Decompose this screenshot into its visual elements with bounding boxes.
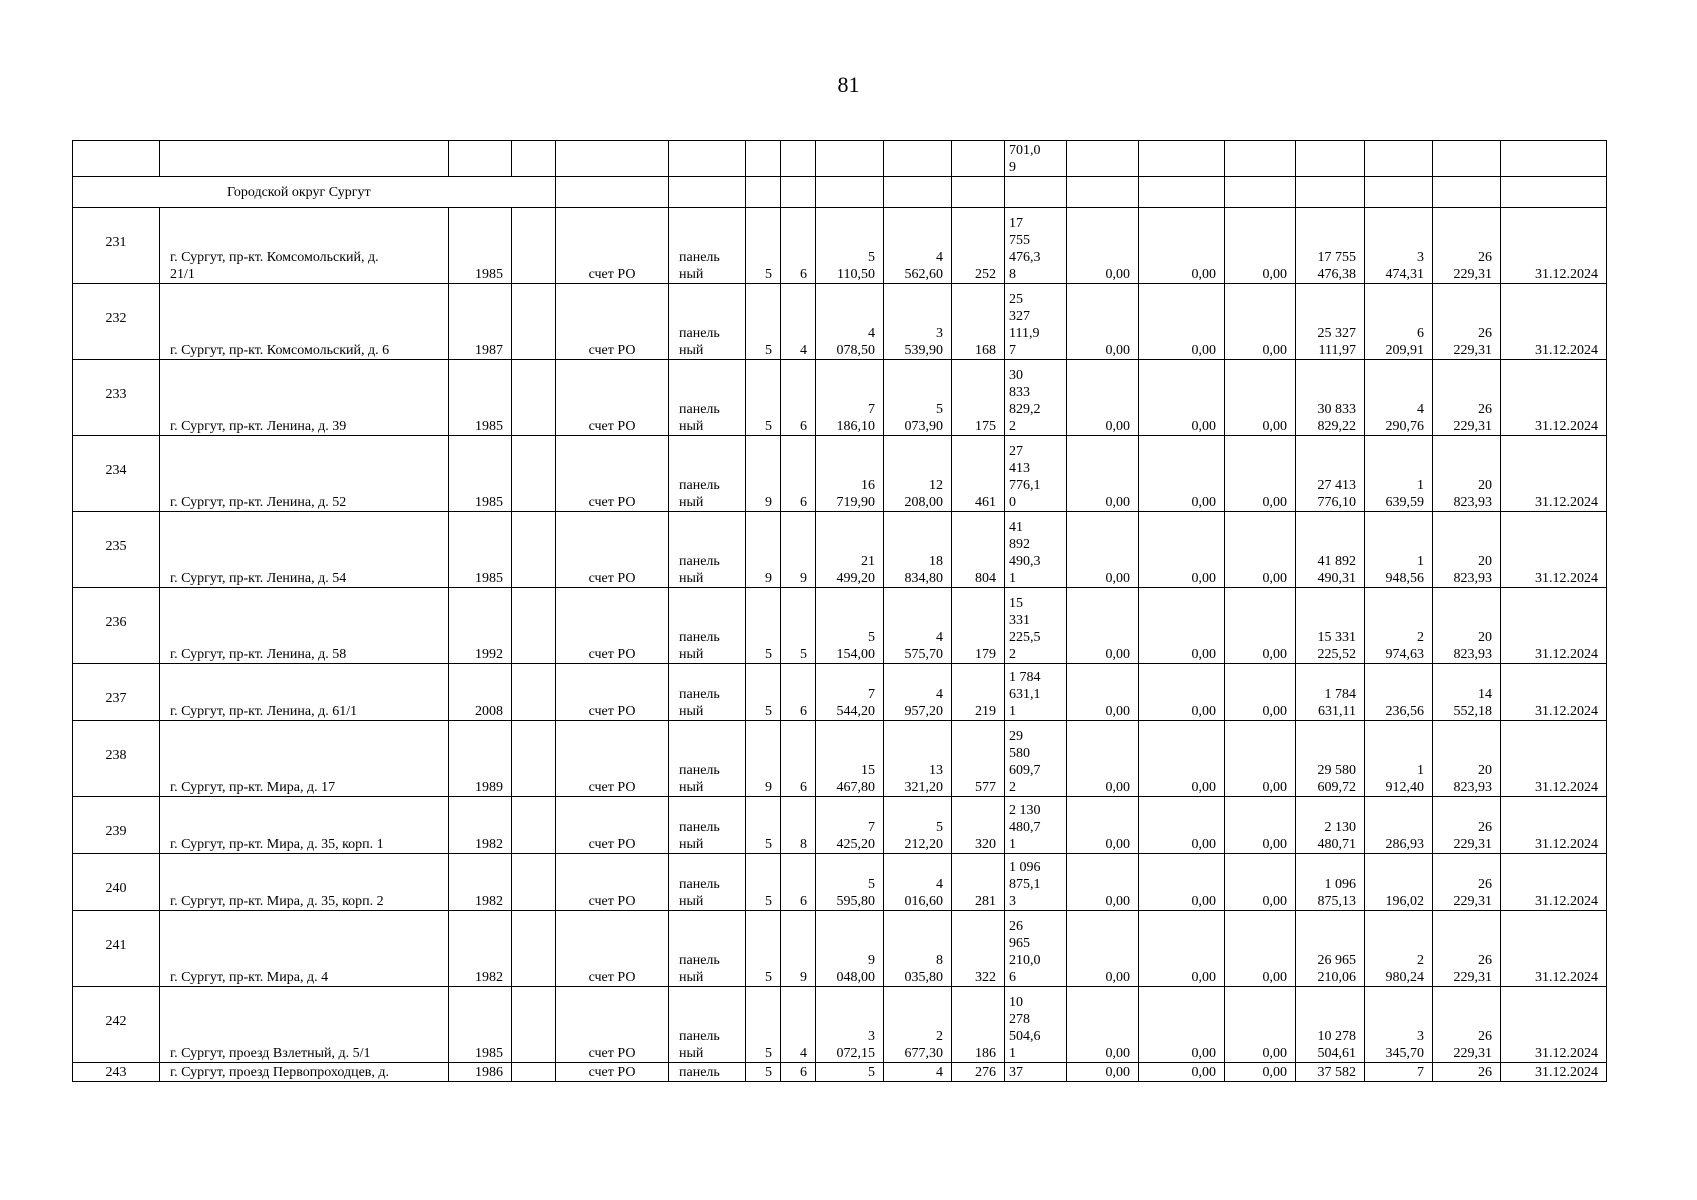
wall-material: панель ный (669, 512, 746, 588)
fund-federal: 0,00 (1067, 436, 1139, 512)
entrances: 6 (781, 360, 816, 436)
cost-per-m2: 196,02 (1365, 854, 1433, 911)
entrances: 6 (781, 436, 816, 512)
residents: 281 (952, 854, 1005, 911)
cost-total: 26 965 210,0 6 (1005, 911, 1067, 987)
fund-federal: 0,00 (1067, 588, 1139, 664)
fund-local: 0,00 (1225, 588, 1296, 664)
fund-local: 0,00 (1225, 797, 1296, 854)
area-living: 13 321,20 (884, 721, 952, 797)
fund-local: 0,00 (1225, 721, 1296, 797)
deadline: 31.12.2024 (1501, 797, 1607, 854)
cost-limit: 20 823,93 (1433, 436, 1501, 512)
area-living: 18 834,80 (884, 512, 952, 588)
deadline: 31.12.2024 (1501, 664, 1607, 721)
fund-regional: 0,00 (1139, 797, 1225, 854)
table-row (73, 911, 1607, 987)
address: г. Сургут, проезд Взлетный, д. 5/1 (160, 987, 449, 1063)
fund-local: 0,00 (1225, 854, 1296, 911)
area-total: 5 (816, 1063, 884, 1082)
row-number: 239 (73, 797, 160, 854)
fund-regional: 0,00 (1139, 588, 1225, 664)
row-number: 240 (73, 854, 160, 911)
empty-cell (512, 911, 556, 987)
address: г. Сургут, пр-кт. Ленина, д. 39 (160, 360, 449, 436)
row-number: 242 (73, 987, 160, 1063)
cost-limit: 14 552,18 (1433, 664, 1501, 721)
address: г. Сургут, пр-кт. Мира, д. 35, корп. 1 (160, 797, 449, 854)
build-year: 1985 (449, 436, 512, 512)
cost-limit: 20 823,93 (1433, 512, 1501, 588)
wall-material: панель ный (669, 797, 746, 854)
fund-federal: 0,00 (1067, 987, 1139, 1063)
fund-method: счет РО (556, 208, 669, 284)
cost-limit: 26 229,31 (1433, 911, 1501, 987)
area-living: 4 562,60 (884, 208, 952, 284)
fund-regional: 0,00 (1139, 436, 1225, 512)
empty-cell (512, 436, 556, 512)
empty-cell (512, 987, 556, 1063)
empty-cell (512, 588, 556, 664)
residents: 276 (952, 1063, 1005, 1082)
fund-method: счет РО (556, 512, 669, 588)
area-total: 4 078,50 (816, 284, 884, 360)
residents: 175 (952, 360, 1005, 436)
fund-owners: 2 130 480,71 (1296, 797, 1365, 854)
empty-cell (512, 797, 556, 854)
cost-limit: 26 229,31 (1433, 854, 1501, 911)
fund-regional: 0,00 (1139, 208, 1225, 284)
address: г. Сургут, пр-кт. Ленина, д. 52 (160, 436, 449, 512)
row-number: 231 (73, 208, 160, 284)
wall-material: панель ный (669, 987, 746, 1063)
cost-total: 37 (1005, 1063, 1067, 1082)
area-living: 4 (884, 1063, 952, 1082)
wall-material: панель (669, 1063, 746, 1082)
floors: 5 (746, 854, 781, 911)
cost-limit: 26 229,31 (1433, 284, 1501, 360)
address: г. Сургут, пр-кт. Мира, д. 35, корп. 2 (160, 854, 449, 911)
build-year: 1985 (449, 987, 512, 1063)
floors: 5 (746, 797, 781, 854)
table-row (73, 1063, 1607, 1082)
deadline: 31.12.2024 (1501, 208, 1607, 284)
fund-method: счет РО (556, 436, 669, 512)
fund-owners: 1 096 875,13 (1296, 854, 1365, 911)
floors: 9 (746, 512, 781, 588)
table-row (73, 987, 1607, 1063)
fund-method: счет РО (556, 721, 669, 797)
fund-owners: 26 965 210,06 (1296, 911, 1365, 987)
fund-local: 0,00 (1225, 1063, 1296, 1082)
address: г. Сургут, пр-кт. Мира, д. 17 (160, 721, 449, 797)
table-row (73, 284, 1607, 360)
cost-total: 17 755 476,3 8 (1005, 208, 1067, 284)
housing-register-table (72, 140, 1607, 1082)
fund-method: счет РО (556, 664, 669, 721)
entrances: 6 (781, 664, 816, 721)
fund-owners: 37 582 (1296, 1063, 1365, 1082)
fund-owners: 29 580 609,72 (1296, 721, 1365, 797)
cost-limit: 26 229,31 (1433, 208, 1501, 284)
empty-cell (512, 1063, 556, 1082)
wall-material: панель ный (669, 436, 746, 512)
area-living: 4 575,70 (884, 588, 952, 664)
table-row (73, 797, 1607, 854)
residents: 461 (952, 436, 1005, 512)
address: г. Сургут, пр-кт. Комсомольский, д. 21/1 (160, 208, 449, 284)
area-total: 16 719,90 (816, 436, 884, 512)
deadline: 31.12.2024 (1501, 911, 1607, 987)
fund-federal: 0,00 (1067, 911, 1139, 987)
empty-cell (512, 512, 556, 588)
build-year: 1982 (449, 854, 512, 911)
fund-owners: 27 413 776,10 (1296, 436, 1365, 512)
table-row (73, 854, 1607, 911)
floors: 5 (746, 284, 781, 360)
wall-material: панель ный (669, 854, 746, 911)
row-number: 243 (73, 1063, 160, 1082)
entrances: 9 (781, 512, 816, 588)
cost-total: 1 784 631,1 1 (1005, 664, 1067, 721)
deadline: 31.12.2024 (1501, 360, 1607, 436)
wall-material: панель ный (669, 208, 746, 284)
wall-material: панель ный (669, 360, 746, 436)
cost-limit: 26 229,31 (1433, 360, 1501, 436)
build-year: 2008 (449, 664, 512, 721)
cost-limit: 26 229,31 (1433, 797, 1501, 854)
entrances: 9 (781, 911, 816, 987)
area-living: 8 035,80 (884, 911, 952, 987)
fund-federal: 0,00 (1067, 512, 1139, 588)
wall-material: панель ный (669, 664, 746, 721)
area-total: 5 595,80 (816, 854, 884, 911)
fund-method: счет РО (556, 284, 669, 360)
fund-method: счет РО (556, 1063, 669, 1082)
fund-federal: 0,00 (1067, 854, 1139, 911)
table-row (73, 664, 1607, 721)
floors: 5 (746, 360, 781, 436)
fund-federal: 0,00 (1067, 360, 1139, 436)
cost-limit: 26 (1433, 1063, 1501, 1082)
row-number: 232 (73, 284, 160, 360)
table-row (73, 436, 1607, 512)
deadline: 31.12.2024 (1501, 987, 1607, 1063)
area-living: 5 212,20 (884, 797, 952, 854)
area-total: 21 499,20 (816, 512, 884, 588)
fund-regional: 0,00 (1139, 854, 1225, 911)
cost-per-m2: 2 980,24 (1365, 911, 1433, 987)
entrances: 5 (781, 588, 816, 664)
fund-regional: 0,00 (1139, 664, 1225, 721)
row-number: 238 (73, 721, 160, 797)
fund-local: 0,00 (1225, 987, 1296, 1063)
area-living: 5 073,90 (884, 360, 952, 436)
fund-federal: 0,00 (1067, 797, 1139, 854)
cost-limit: 26 229,31 (1433, 987, 1501, 1063)
empty-cell (512, 284, 556, 360)
deadline: 31.12.2024 (1501, 512, 1607, 588)
cost-per-m2: 6 209,91 (1365, 284, 1433, 360)
cost-total: 2 130 480,7 1 (1005, 797, 1067, 854)
section-row (73, 177, 1607, 208)
area-total: 5 110,50 (816, 208, 884, 284)
fund-local: 0,00 (1225, 512, 1296, 588)
build-year: 1985 (449, 360, 512, 436)
cost-per-m2: 1 912,40 (1365, 721, 1433, 797)
residents: 577 (952, 721, 1005, 797)
fund-owners: 25 327 111,97 (1296, 284, 1365, 360)
floors: 5 (746, 664, 781, 721)
floors: 9 (746, 436, 781, 512)
residents: 179 (952, 588, 1005, 664)
entrances: 6 (781, 721, 816, 797)
table-row (73, 721, 1607, 797)
area-total: 9 048,00 (816, 911, 884, 987)
empty-cell (512, 854, 556, 911)
fund-regional: 0,00 (1139, 512, 1225, 588)
cost-total: 10 278 504,6 1 (1005, 987, 1067, 1063)
row-number: 241 (73, 911, 160, 987)
fund-local: 0,00 (1225, 664, 1296, 721)
cost-total: 15 331 225,5 2 (1005, 588, 1067, 664)
wall-material: панель ный (669, 911, 746, 987)
area-living: 2 677,30 (884, 987, 952, 1063)
fund-method: счет РО (556, 588, 669, 664)
table-row (73, 360, 1607, 436)
row-number: 234 (73, 436, 160, 512)
deadline: 31.12.2024 (1501, 436, 1607, 512)
build-year: 1989 (449, 721, 512, 797)
cost-per-m2: 236,56 (1365, 664, 1433, 721)
empty-cell (512, 664, 556, 721)
cost-per-m2: 1 948,56 (1365, 512, 1433, 588)
residents: 320 (952, 797, 1005, 854)
floors: 5 (746, 208, 781, 284)
fund-regional: 0,00 (1139, 911, 1225, 987)
fund-federal: 0,00 (1067, 284, 1139, 360)
build-year: 1982 (449, 797, 512, 854)
fund-regional: 0,00 (1139, 360, 1225, 436)
address: г. Сургут, проезд Первопроходцев, д. (160, 1063, 449, 1082)
floors: 9 (746, 721, 781, 797)
fund-owners: 10 278 504,61 (1296, 987, 1365, 1063)
fund-method: счет РО (556, 797, 669, 854)
table-row (73, 512, 1607, 588)
address: г. Сургут, пр-кт. Комсомольский, д. 6 (160, 284, 449, 360)
entrances: 4 (781, 987, 816, 1063)
area-total: 7 186,10 (816, 360, 884, 436)
area-total: 7 425,20 (816, 797, 884, 854)
area-living: 4 957,20 (884, 664, 952, 721)
address: г. Сургут, пр-кт. Ленина, д. 61/1 (160, 664, 449, 721)
area-living: 3 539,90 (884, 284, 952, 360)
cost-limit: 20 823,93 (1433, 588, 1501, 664)
area-total: 15 467,80 (816, 721, 884, 797)
fund-local: 0,00 (1225, 360, 1296, 436)
area-living: 12 208,00 (884, 436, 952, 512)
area-total: 5 154,00 (816, 588, 884, 664)
wall-material: панель ный (669, 721, 746, 797)
cost-total: 25 327 111,9 7 (1005, 284, 1067, 360)
build-year: 1985 (449, 512, 512, 588)
cost-per-m2: 4 290,76 (1365, 360, 1433, 436)
empty-cell (512, 721, 556, 797)
cost-per-m2: 1 639,59 (1365, 436, 1433, 512)
deadline: 31.12.2024 (1501, 1063, 1607, 1082)
floors: 5 (746, 588, 781, 664)
fund-method: счет РО (556, 987, 669, 1063)
fund-method: счет РО (556, 854, 669, 911)
fund-owners: 41 892 490,31 (1296, 512, 1365, 588)
fund-method: счет РО (556, 911, 669, 987)
entrances: 6 (781, 854, 816, 911)
empty-cell (512, 360, 556, 436)
carryover-cost: 701,0 9 (1005, 141, 1067, 177)
fund-owners: 17 755 476,38 (1296, 208, 1365, 284)
cost-per-m2: 2 974,63 (1365, 588, 1433, 664)
entrances: 4 (781, 284, 816, 360)
cost-total: 27 413 776,1 0 (1005, 436, 1067, 512)
cost-total: 1 096 875,1 3 (1005, 854, 1067, 911)
residents: 252 (952, 208, 1005, 284)
area-total: 3 072,15 (816, 987, 884, 1063)
cost-total: 29 580 609,7 2 (1005, 721, 1067, 797)
fund-federal: 0,00 (1067, 208, 1139, 284)
fund-federal: 0,00 (1067, 1063, 1139, 1082)
fund-local: 0,00 (1225, 284, 1296, 360)
residents: 322 (952, 911, 1005, 987)
build-year: 1982 (449, 911, 512, 987)
fund-federal: 0,00 (1067, 664, 1139, 721)
table-row (73, 588, 1607, 664)
fund-regional: 0,00 (1139, 284, 1225, 360)
floors: 5 (746, 1063, 781, 1082)
deadline: 31.12.2024 (1501, 721, 1607, 797)
residents: 219 (952, 664, 1005, 721)
entrances: 8 (781, 797, 816, 854)
fund-local: 0,00 (1225, 911, 1296, 987)
address: г. Сургут, пр-кт. Ленина, д. 54 (160, 512, 449, 588)
fund-local: 0,00 (1225, 436, 1296, 512)
build-year: 1987 (449, 284, 512, 360)
floors: 5 (746, 911, 781, 987)
cost-per-m2: 3 474,31 (1365, 208, 1433, 284)
carryover-row (73, 141, 1607, 177)
entrances: 6 (781, 208, 816, 284)
wall-material: панель ный (669, 588, 746, 664)
residents: 186 (952, 987, 1005, 1063)
build-year: 1986 (449, 1063, 512, 1082)
fund-local: 0,00 (1225, 208, 1296, 284)
fund-regional: 0,00 (1139, 721, 1225, 797)
section-title: Городской округ Сургут (73, 177, 556, 208)
residents: 168 (952, 284, 1005, 360)
cost-per-m2: 3 345,70 (1365, 987, 1433, 1063)
fund-regional: 0,00 (1139, 987, 1225, 1063)
build-year: 1992 (449, 588, 512, 664)
deadline: 31.12.2024 (1501, 284, 1607, 360)
empty-cell (512, 208, 556, 284)
page-number: 81 (837, 72, 860, 97)
area-total: 7 544,20 (816, 664, 884, 721)
build-year: 1985 (449, 208, 512, 284)
cost-limit: 20 823,93 (1433, 721, 1501, 797)
deadline: 31.12.2024 (1501, 854, 1607, 911)
row-number: 236 (73, 588, 160, 664)
cost-total: 41 892 490,3 1 (1005, 512, 1067, 588)
fund-federal: 0,00 (1067, 721, 1139, 797)
residents: 804 (952, 512, 1005, 588)
floors: 5 (746, 987, 781, 1063)
fund-method: счет РО (556, 360, 669, 436)
row-number: 233 (73, 360, 160, 436)
table-row (73, 208, 1607, 284)
deadline: 31.12.2024 (1501, 588, 1607, 664)
fund-owners: 1 784 631,11 (1296, 664, 1365, 721)
area-living: 4 016,60 (884, 854, 952, 911)
cost-per-m2: 286,93 (1365, 797, 1433, 854)
fund-regional: 0,00 (1139, 1063, 1225, 1082)
address: г. Сургут, пр-кт. Ленина, д. 58 (160, 588, 449, 664)
row-number: 237 (73, 664, 160, 721)
fund-owners: 30 833 829,22 (1296, 360, 1365, 436)
fund-owners: 15 331 225,52 (1296, 588, 1365, 664)
entrances: 6 (781, 1063, 816, 1082)
cost-total: 30 833 829,2 2 (1005, 360, 1067, 436)
cost-per-m2: 7 (1365, 1063, 1433, 1082)
address: г. Сургут, пр-кт. Мира, д. 4 (160, 911, 449, 987)
wall-material: панель ный (669, 284, 746, 360)
row-number: 235 (73, 512, 160, 588)
